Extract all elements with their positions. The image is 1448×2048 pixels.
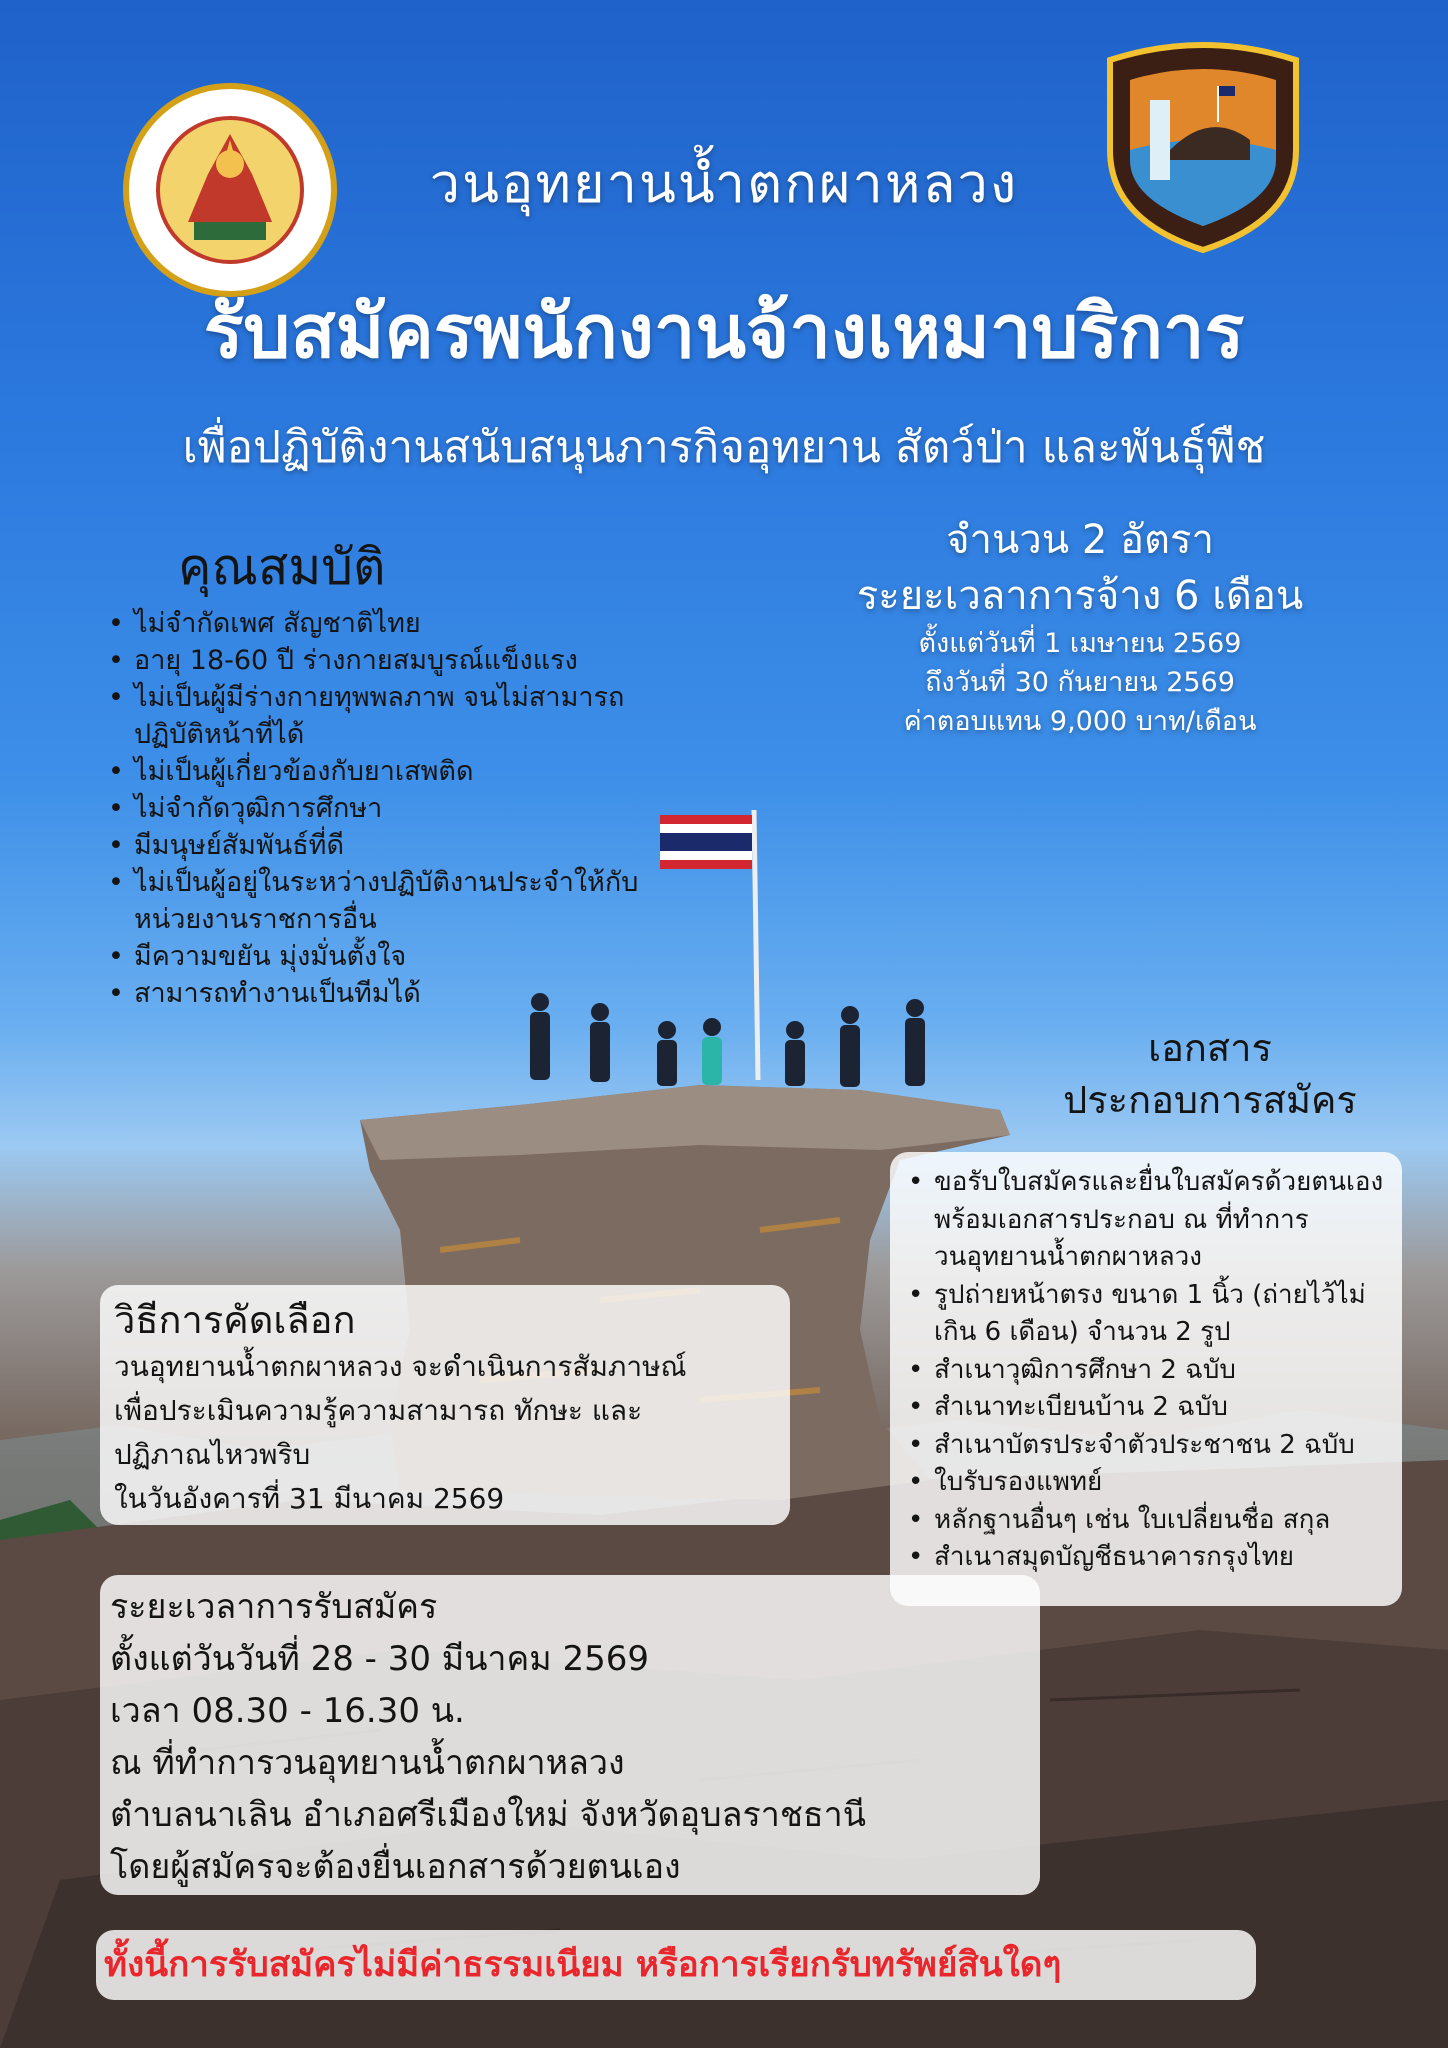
list-item: • สำเนาสมุดบัญชีธนาคารกรุงไทย: [908, 1539, 1386, 1577]
list-item: • มีมนุษย์สัมพันธ์ที่ดี: [108, 827, 668, 864]
list-item: • สำเนาทะเบียนบ้าน 2 ฉบับ: [908, 1389, 1386, 1427]
employment-start: ตั้งแต่วันที่ 1 เมษายน 2569: [918, 628, 1242, 659]
qualifications-list: [108, 605, 668, 1012]
subheadline: เพื่อปฏิบัติงานสนับสนุนภารกิจอุทยาน สัตว์ป่า และพันธุ์พืช: [182, 422, 1266, 473]
documents-panel: [890, 1152, 1402, 1606]
documents-title-line1: เอกสาร: [1148, 1026, 1272, 1070]
documents-title: [1000, 1022, 1420, 1126]
positions-count: จำนวน 2 อัตรา: [946, 517, 1214, 563]
list-item: • ไม่จำกัดเพศ สัญชาติไทย: [108, 605, 668, 642]
selection-line1: วนอุทยานน้ำตกผาหลวง จะดำเนินการสัมภาษณ์: [114, 1350, 687, 1383]
list-item: • ขอรับใบสมัครและยื่นใบสมัครด้วยตนเอง พร้อมเอกสารประกอบ ณ ที่ทำการ วนอุทยานน้ำตกผาหลวง: [908, 1164, 1386, 1277]
documents-list: [908, 1164, 1386, 1577]
selection-line3: ปฏิภาณไหวพริบ: [114, 1438, 311, 1471]
list-item: • สำเนาวุฒิการศึกษา 2 ฉบับ: [908, 1352, 1386, 1390]
employment-pay: ค่าตอบแทน 9,000 บาท/เดือน: [903, 706, 1257, 737]
list-item: • ใบรับรองแพทย์: [908, 1464, 1386, 1502]
list-item: • ไม่เป็นผู้มีร่างกายทุพพลภาพ จนไม่สามารถปฏิบัติหน้าที่ได้: [108, 679, 668, 753]
application-place: ณ ที่ทำการวนอุทยานน้ำตกผาหลวง: [110, 1743, 625, 1783]
application-dates: ตั้งแต่วันวันที่ 28 - 30 มีนาคม 2569: [110, 1639, 650, 1679]
qualifications-title: คุณสมบัติ: [178, 538, 386, 596]
list-item: • อายุ 18-60 ปี ร่างกายสมบูรณ์แข็งแรง: [108, 642, 668, 679]
selection-title: วิธีการคัดเลือก: [114, 1298, 356, 1342]
selection-line2: เพื่อประเมินความรู้ความสามารถ ทักษะ และ: [114, 1394, 643, 1427]
list-item: • หลักฐานอื่นๆ เช่น ใบเปลี่ยนชื่อ สกุล: [908, 1502, 1386, 1540]
park-name-title: วนอุทยานน้ำตกผาหลวง: [429, 152, 1019, 215]
application-panel: [100, 1575, 1040, 1895]
headline: รับสมัครพนักงานจ้างเหมาบริการ: [203, 289, 1245, 375]
employment-info: [790, 512, 1370, 741]
notice-panel: [96, 1930, 1256, 2000]
list-item: • ไม่จำกัดวุฒิการศึกษา: [108, 790, 668, 827]
application-address: ตำบลนาเลิน อำเภอศรีเมืองใหม่ จังหวัดอุบลราชธานี: [110, 1795, 866, 1835]
employment-end: ถึงวันที่ 30 กันยายน 2569: [925, 667, 1235, 698]
list-item: • ไม่เป็นผู้เกี่ยวข้องกับยาเสพติด: [108, 753, 668, 790]
application-time: เวลา 08.30 - 16.30 น.: [110, 1691, 465, 1731]
thai-flag-icon: [660, 815, 752, 869]
selection-date: ในวันอังคารที่ 31 มีนาคม 2569: [114, 1482, 505, 1515]
fee-notice: ทั้งนี้การรับสมัครไม่มีค่าธรรมเนียม หรือการเรียกรับทรัพย์สินใดๆ: [104, 1945, 1062, 1985]
employment-duration: ระยะเวลาการจ้าง 6 เดือน: [856, 573, 1304, 619]
list-item: • มีความขยัน มุ่งมั่นตั้งใจ: [108, 938, 668, 975]
list-item: • ไม่เป็นผู้อยู่ในระหว่างปฏิบัติงานประจำให้กับหน่วยงานราชการอื่น: [108, 864, 668, 938]
list-item: • สามารถทำงานเป็นทีมได้: [108, 975, 668, 1012]
application-note: โดยผู้สมัครจะต้องยื่นเอกสารด้วยตนเอง: [110, 1847, 681, 1887]
application-title: ระยะเวลาการรับสมัคร: [110, 1587, 438, 1627]
documents-title-line2: ประกอบการสมัคร: [1063, 1078, 1357, 1122]
selection-panel: [100, 1285, 790, 1525]
flag-pole: [754, 810, 758, 1080]
list-item: • สำเนาบัตรประจำตัวประชาชน 2 ฉบับ: [908, 1427, 1386, 1465]
list-item: • รูปถ่ายหน้าตรง ขนาด 1 นิ้ว (ถ่ายไว้ไม่เกิน 6 เดือน) จำนวน 2 รูป: [908, 1277, 1386, 1352]
